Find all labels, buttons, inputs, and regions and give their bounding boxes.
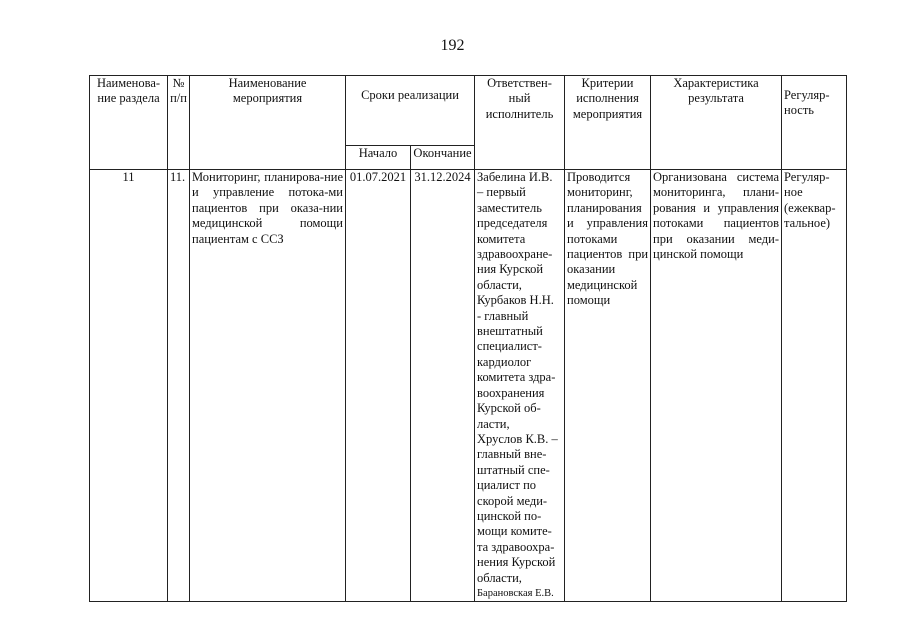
header-criteria: Критерии исполнения мероприятия xyxy=(565,76,651,170)
cell-end: 31.12.2024 xyxy=(411,170,475,602)
events-table xyxy=(89,75,847,602)
cell-criteria: Проводится мониторинг, планирования и управления потоками пациентов при оказании медицинской помощи xyxy=(565,170,651,602)
cell-responsible: Забелина И.В. – первый заместитель председателя комитета здравоохране- ния Курской области, Курбаков Н.Н. - главный внештатный специалист- кардиолог комитета здра- воохранения Курской об- ласти, Хруслов К.В. – главный вне- штатный спе- циалист по скорой меди- цинской по- мощи комите- та здравоохра- нения Курской области, Барановская Е.В. xyxy=(475,170,565,602)
cell-number: 11. xyxy=(168,170,190,602)
cell-start: 01.07.2021 xyxy=(346,170,411,602)
header-responsible: Ответствен- ный исполнитель xyxy=(475,76,565,170)
table-row xyxy=(90,170,847,602)
header-section: Наименова- ние раздела xyxy=(90,76,168,170)
page-number: 192 xyxy=(440,37,465,54)
cell-regularity: Регуляр-ное (ежеквар-тальное) xyxy=(782,170,847,602)
header-start: Начало xyxy=(346,146,411,170)
cell-section: 11 xyxy=(90,170,168,602)
header-end: Окончание xyxy=(411,146,475,170)
header-number: № п/п xyxy=(168,76,190,170)
header-regularity: Регуляр- ность xyxy=(782,76,847,170)
cell-event-name: Мониторинг, планирова-ние и управление потока-ми пациентов при оказа-нии медицинской помощи пациентам с ССЗ xyxy=(190,170,346,602)
header-result: Характеристика результата xyxy=(651,76,782,170)
header-event-name: Наименование мероприятия xyxy=(190,76,346,170)
header-terms: Сроки реализации xyxy=(346,76,475,146)
responsible-last-line: Барановская Е.В. xyxy=(477,587,554,599)
cell-result: Организована система мониторинга, плани-рования и управления потоками пациентов при оказании меди-цинской помощи xyxy=(651,170,782,602)
